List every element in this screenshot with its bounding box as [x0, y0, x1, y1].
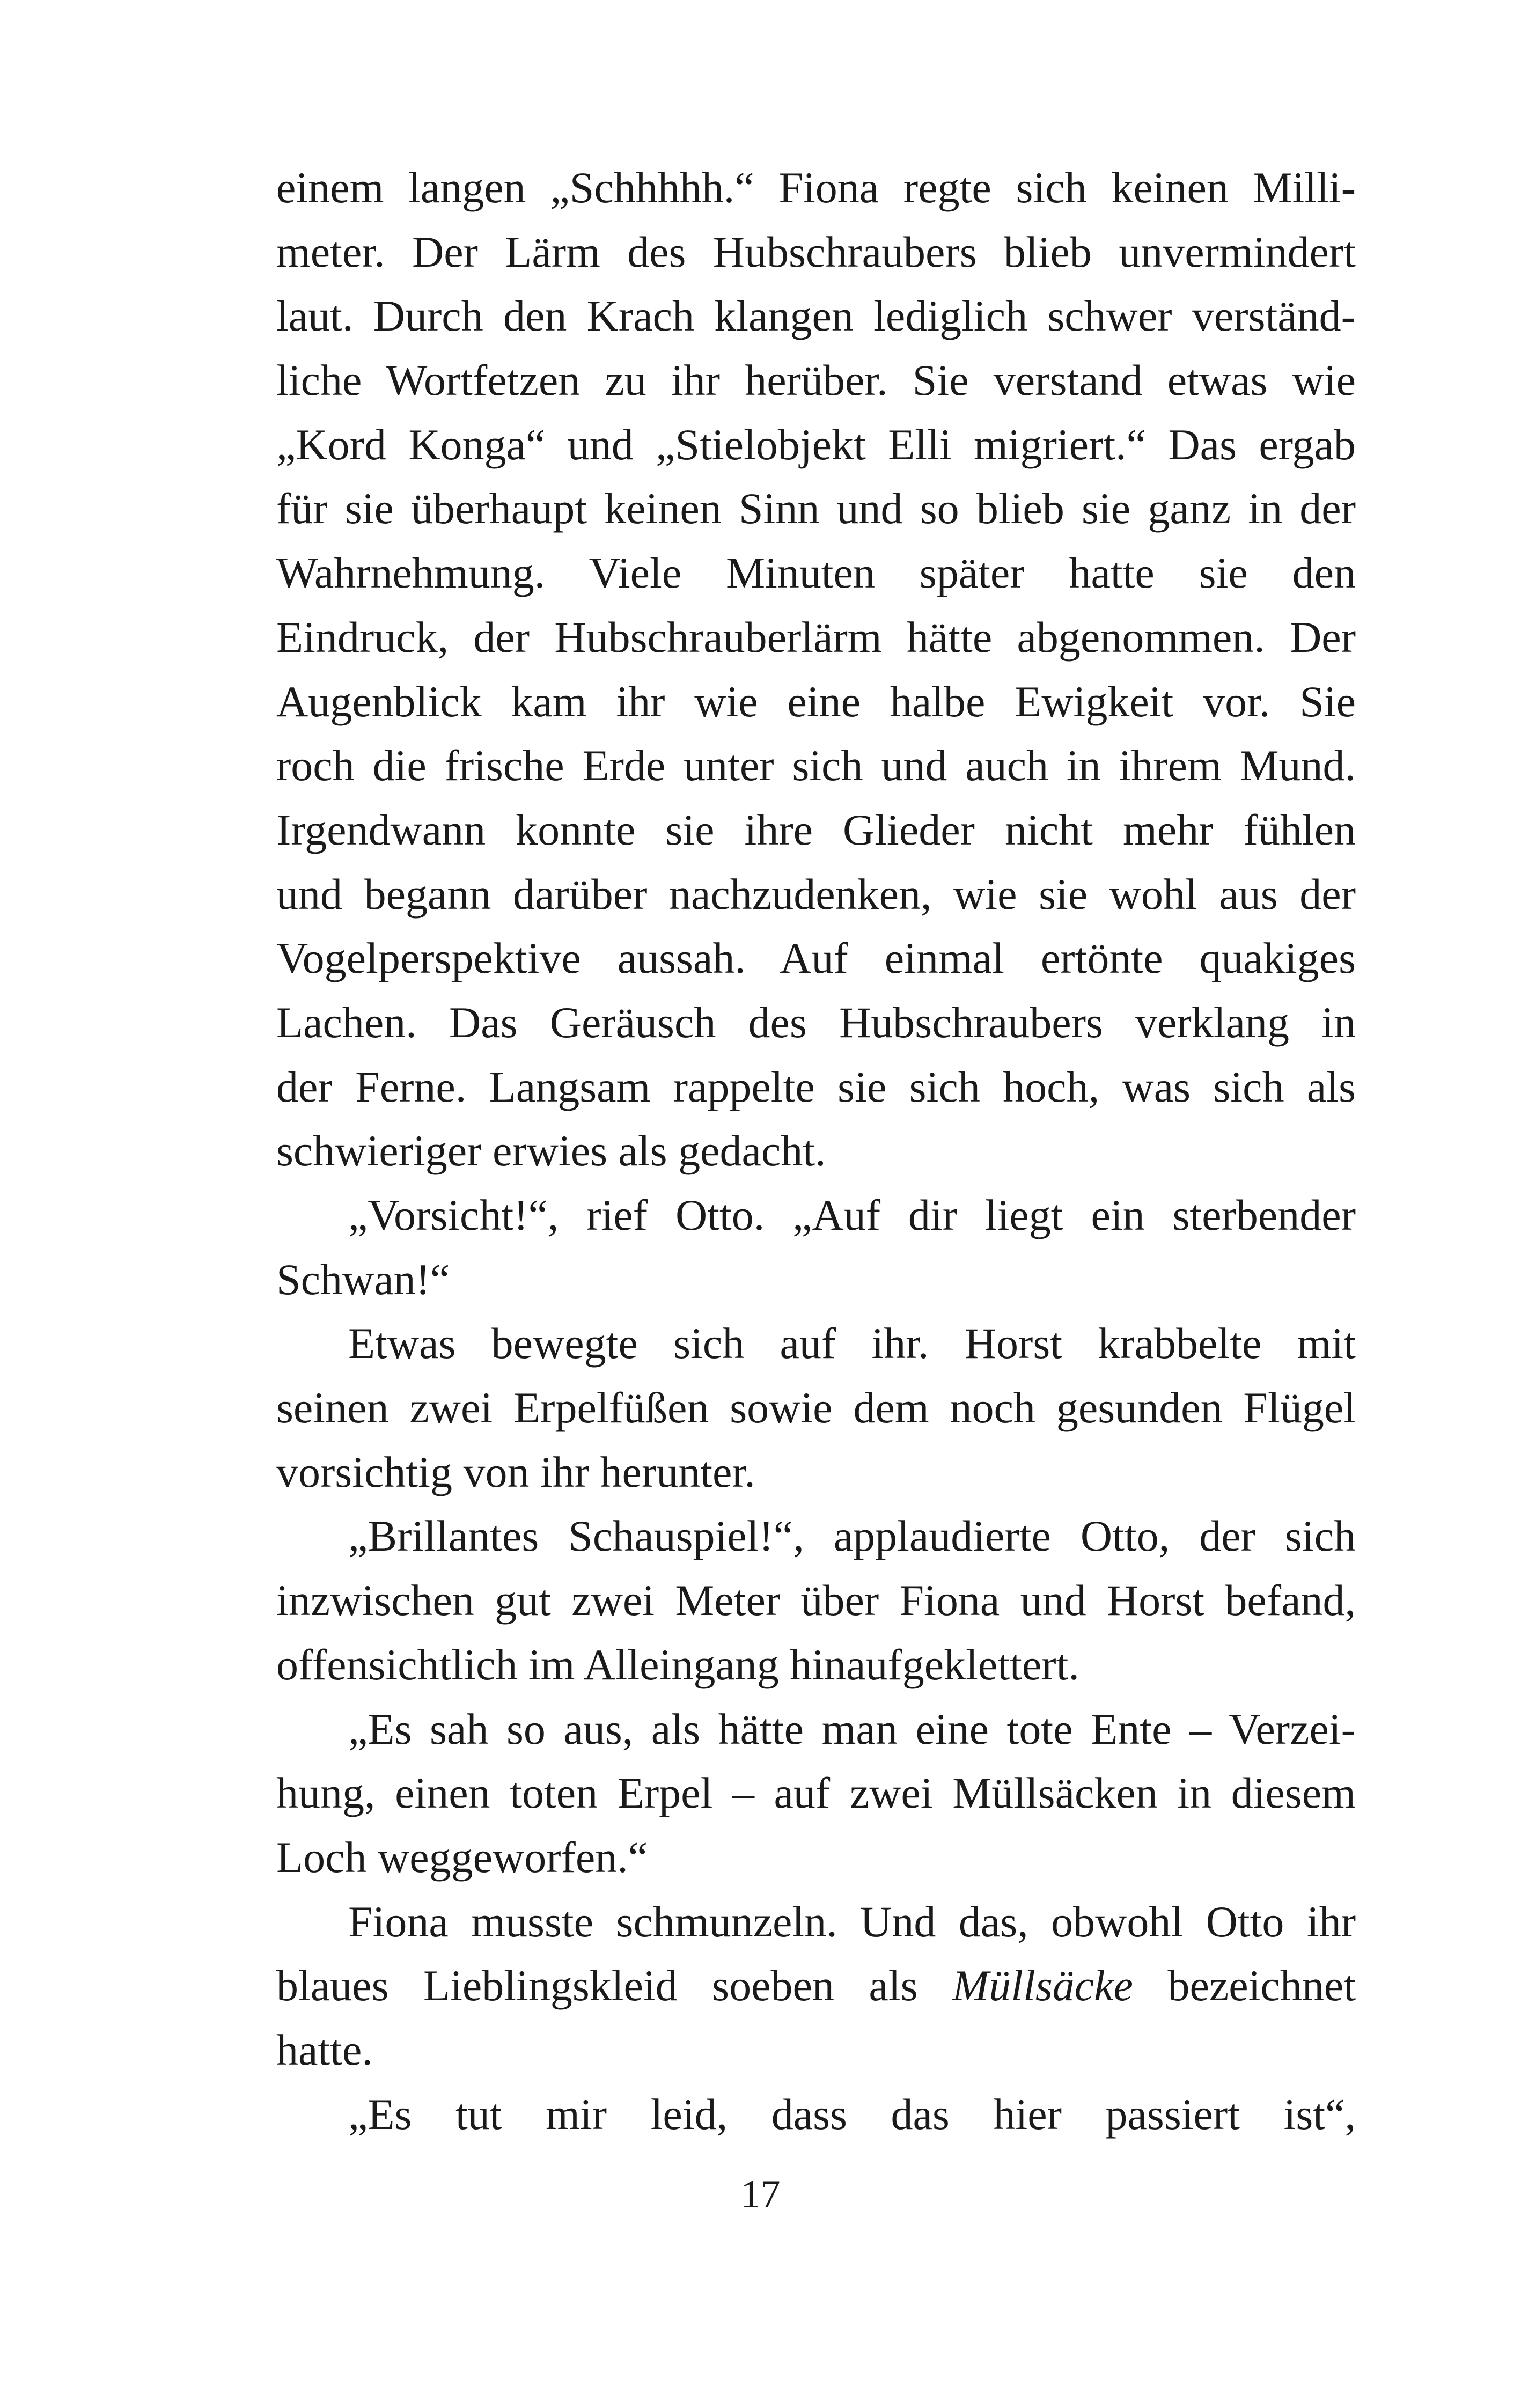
- body-text: [276, 156, 1356, 2146]
- text-line: Schwan!“: [276, 1254, 450, 1304]
- text-line: und begann darüber nachzudenken, wie sie wohl aus der: [276, 869, 1356, 919]
- text-line: roch die frische Erde unter sich und auch in ihrem Mund.: [276, 741, 1356, 790]
- text-line: hatte.: [276, 2025, 373, 2074]
- text-line: für sie überhaupt keinen Sinn und so blieb sie ganz in der: [276, 484, 1356, 533]
- text-line: schwieriger erwies als gedacht.: [276, 1126, 826, 1176]
- text-line: Lachen. Das Geräusch des Hubschraubers verklang in: [276, 997, 1356, 1047]
- text-line: der Ferne. Langsam rappelte sie sich hoch, was sich als: [276, 1062, 1356, 1111]
- text-line: „Vorsicht!“, rief Otto. „Auf dir liegt ein sterbender: [348, 1191, 1356, 1239]
- text-line: Vogelperspektive aussah. Auf einmal ertönte quakiges: [276, 934, 1356, 983]
- text-line: laut. Durch den Krach klangen lediglich schwer verständ-: [276, 291, 1356, 341]
- text-line: vorsichtig von ihr herunter.: [276, 1447, 755, 1496]
- text-line: Loch weggeworfen.“: [276, 1832, 648, 1882]
- text-line: einem langen „Schhhhh.“ Fiona regte sich keinen Milli-: [276, 163, 1356, 212]
- text-line: „Es tut mir leid, dass das hier passiert ist“,: [348, 2089, 1356, 2139]
- emphasized-word: Müllsäcke: [952, 1961, 1133, 2010]
- text-line: Eindruck, der Hubschrauberlärm hätte abgenommen. Der: [276, 612, 1356, 662]
- text-line: Fiona musste schmunzeln. Und das, obwohl Otto ihr: [348, 1897, 1356, 1946]
- text-line: hung, einen toten Erpel – auf zwei Müllsäcken in diesem: [276, 1768, 1356, 1818]
- text-line: Etwas bewegte sich auf ihr. Horst krabbelte mit: [348, 1319, 1356, 1368]
- text-line: „Kord Konga“ und „Stielobjekt Elli migriert.“ Das ergab: [276, 420, 1356, 469]
- text-line: meter. Der Lärm des Hubschraubers blieb unvermindert: [276, 227, 1356, 276]
- text-line: offensichtlich im Alleingang hinaufgeklettert.: [276, 1640, 1079, 1689]
- text-segment: bezeichnet: [1167, 1961, 1356, 2010]
- text-line: Wahrnehmung. Viele Minuten später hatte sie den: [276, 548, 1356, 598]
- text-line: „Brillantes Schauspiel!“, applaudierte Otto, der sich: [348, 1511, 1356, 1561]
- text-line: Augenblick kam ihr wie eine halbe Ewigkeit vor. Sie: [276, 677, 1356, 726]
- page-number: 17: [740, 2172, 781, 2216]
- text-line: inzwischen gut zwei Meter über Fiona und Horst befand,: [276, 1576, 1356, 1625]
- text-segment: blaues Lieblingskleid soeben als: [276, 1961, 918, 2010]
- text-line: Irgendwann konnte sie ihre Glieder nicht mehr fühlen: [276, 805, 1356, 854]
- text-line: liche Wortfetzen zu ihr herüber. Sie verstand etwas wie: [276, 356, 1356, 405]
- text-line: „Es sah so aus, als hätte man eine tote Ente – Verzei-: [348, 1704, 1356, 1753]
- text-line: [276, 1954, 1356, 2018]
- text-line: seinen zwei Erpelfüßen sowie dem noch gesunden Flügel: [276, 1383, 1356, 1433]
